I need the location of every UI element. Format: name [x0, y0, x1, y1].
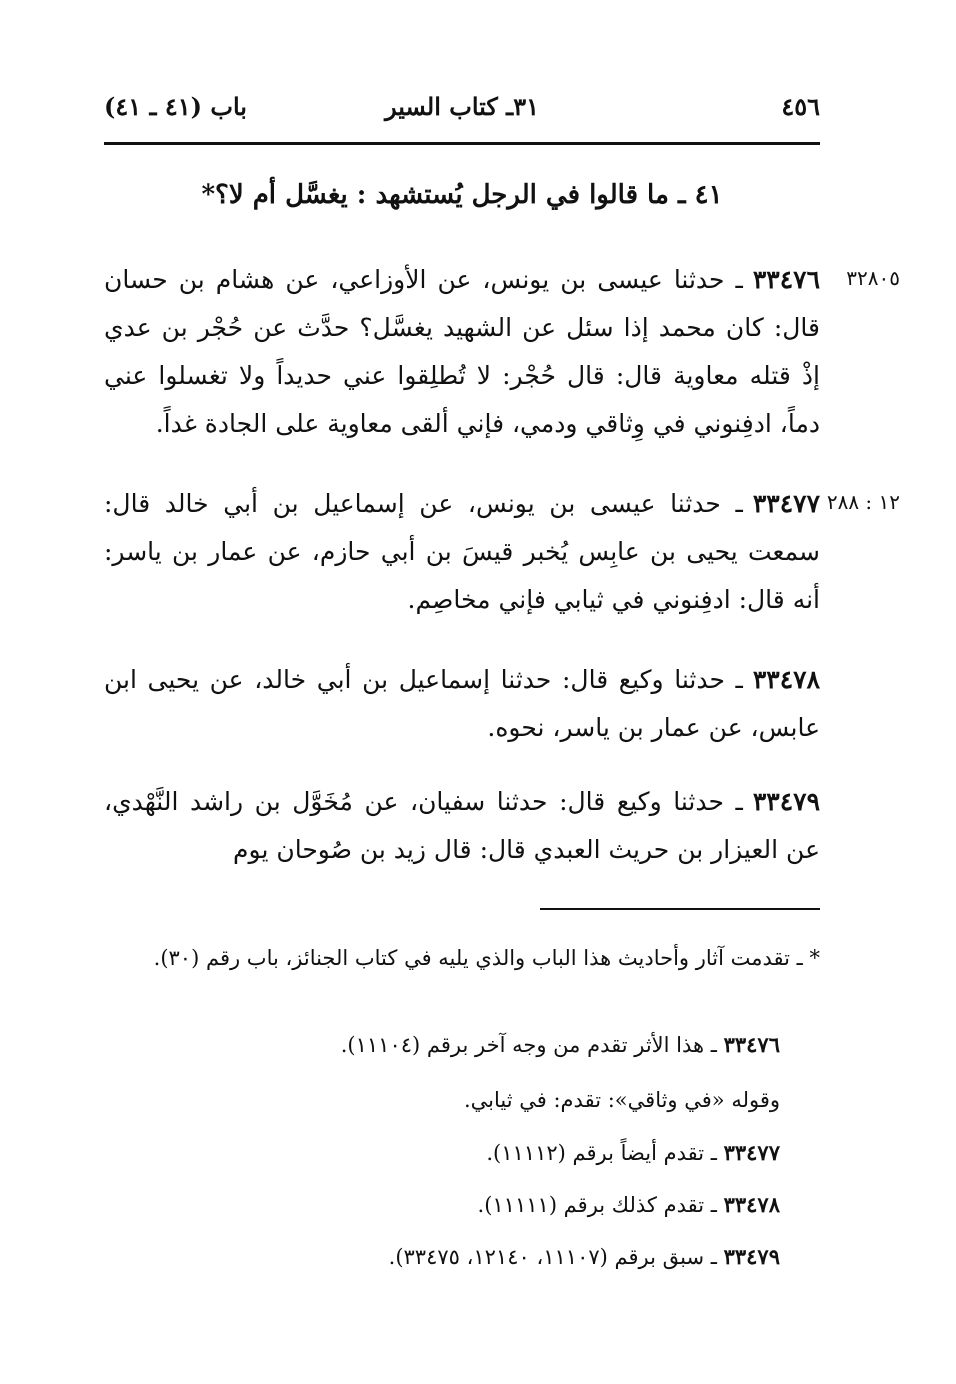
footnote-number: ٣٣٤٧٨ — [723, 1192, 780, 1217]
footnote-number: ٣٣٤٧٩ — [723, 1244, 780, 1269]
footnote-text: ـ تقدم أيضاً برقم (١١١١٢). — [486, 1141, 724, 1165]
hadith-number: ٣٣٤٧٩ — [752, 787, 820, 816]
footnote-text: وقوله «في وثاقي»: تقدم: في ثيابي. — [463, 1088, 780, 1112]
hadith-number: ٣٣٤٧٨ — [752, 665, 820, 694]
hadith-paragraph — [104, 480, 820, 624]
margin-reference: ٣٢٨٠٥ — [846, 266, 900, 290]
hadith-text: ـ حدثنا وكيع قال: حدثنا إسماعيل بن أبي خالد، عن يحيى ابن عابس، عن عمار بن ياسر، نحوه. — [104, 665, 820, 742]
hadith-number: ٣٣٤٧٧ — [752, 489, 820, 518]
footnote-line — [104, 1032, 780, 1057]
book-title: ٣١ـ كتاب السير — [385, 92, 539, 121]
footnote-number: ٣٣٤٧٧ — [723, 1140, 780, 1165]
footnote-line — [104, 1244, 780, 1269]
hadith-text: ـ حدثنا وكيع قال: حدثنا سفيان، عن مُخَوَّل بن راشد النَّهْدي، عن العيزار بن حريث العبدي قال: قال زيد بن صُوحان يوم — [104, 787, 820, 864]
footnote-text: ـ هذا الأثر تقدم من وجه آخر برقم (١١١٠٤). — [340, 1033, 724, 1057]
footnote-number: ٣٣٤٧٦ — [723, 1032, 780, 1057]
header-rule — [104, 142, 820, 145]
footnote-general: * ـ تقدمت آثار وأحاديث هذا الباب والذي يليه في كتاب الجنائز، باب رقم (٣٠). — [153, 946, 820, 970]
section-title: ٤١ ـ ما قالوا في الرجل يُستشهد : يغسَّل أم لا؟* — [201, 180, 723, 210]
footnote-rule — [540, 908, 820, 910]
margin-reference: ١٢ : ٢٨٨ — [826, 490, 900, 514]
hadith-text: ـ حدثنا عيسى بن يونس، عن الأوزاعي، عن هشام بن حسان قال: كان محمد إذا سئل عن الشهيد يغسَّل؟ حدَّث عن حُجْر بن عدي إذْ قتله معاوية قال: قال حُجْر: لا تُطلِقوا عني حديداً ولا تغسلوا عني دماً، ادفِنوني في وِثاقي ودمي، فإني ألقى معاوية على الجادة غداً. — [104, 265, 820, 438]
footnote-line — [104, 1192, 780, 1217]
hadith-paragraph — [104, 256, 820, 448]
footnote-line — [104, 1088, 780, 1112]
page-number: ٤٥٦ — [781, 92, 820, 121]
footnote-text: ـ تقدم كذلك برقم (١١١١١). — [477, 1193, 724, 1217]
hadith-paragraph — [104, 778, 820, 874]
footnote-text: ـ سبق برقم (١١١٠٧، ١٢١٤٠، ٣٣٤٧٥). — [388, 1245, 724, 1269]
hadith-number: ٣٣٤٧٦ — [752, 265, 820, 294]
hadith-text: ـ حدثنا عيسى بن يونس، عن إسماعيل بن أبي خالد قال: سمعت يحيى بن عابِس يُخبر قيسَ بن أبي حازم، عن عمار بن ياسر: أنه قال: ادفِنوني في ثيابي فإني مخاصِم. — [104, 489, 820, 614]
chapter-reference: باب (٤١ ـ ٤١) — [104, 92, 247, 121]
running-header — [104, 88, 820, 128]
footnote-line — [104, 1140, 780, 1165]
hadith-paragraph — [104, 656, 820, 752]
